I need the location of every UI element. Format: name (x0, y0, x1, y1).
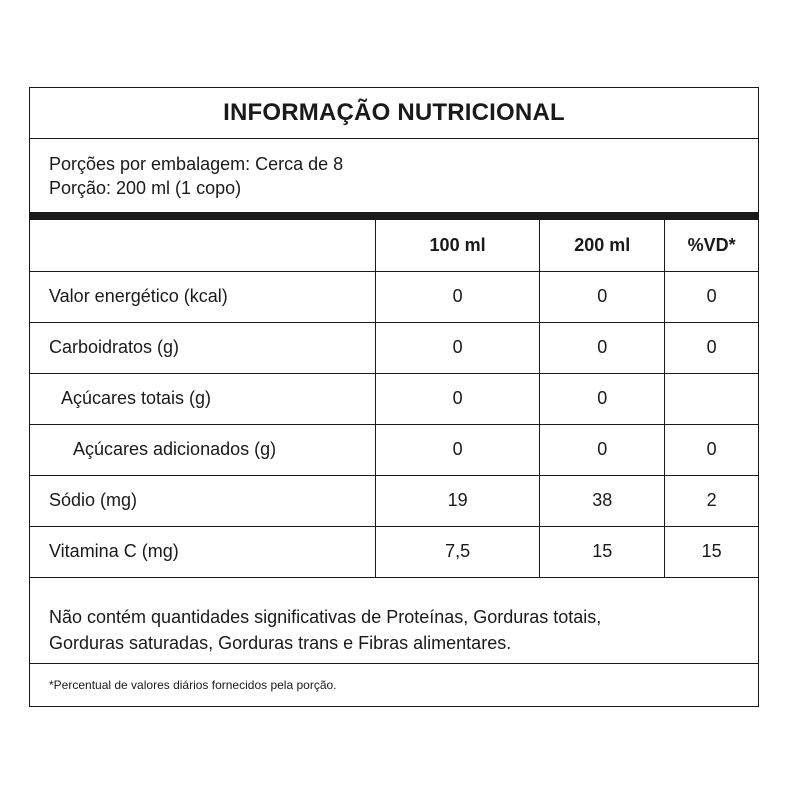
thick-divider (30, 212, 758, 220)
note-line: Não contém quantidades significativas de Proteínas, Gorduras totais, (49, 607, 602, 627)
portion-info (30, 139, 758, 212)
nutrient-name: Carboidratos (g) (30, 322, 375, 373)
nutrient-name: Vitamina C (mg) (30, 526, 375, 577)
table-row (30, 475, 758, 526)
value-100ml: 0 (375, 271, 539, 322)
value-100ml: 0 (375, 424, 539, 475)
value-200ml: 0 (540, 424, 665, 475)
value-200ml: 0 (540, 373, 665, 424)
header-200ml: 200 ml (540, 220, 665, 271)
value-vd (665, 373, 758, 424)
nutrition-facts-label (29, 87, 759, 707)
value-100ml: 7,5 (375, 526, 539, 577)
table-row (30, 424, 758, 475)
portions-per-package: Porções por embalagem: Cerca de 8 (49, 154, 344, 174)
table-row (30, 271, 758, 322)
table-header-row (30, 220, 758, 271)
value-100ml: 19 (375, 475, 539, 526)
note-line: Gorduras saturadas, Gorduras trans e Fibras alimentares. (49, 633, 512, 653)
value-100ml: 0 (375, 322, 539, 373)
not-significant-note (30, 593, 758, 664)
value-vd: 0 (665, 271, 758, 322)
header-nutrient (30, 220, 375, 271)
nutrient-name: Valor energético (kcal) (30, 271, 375, 322)
table-row (30, 322, 758, 373)
daily-value-footnote: *Percentual de valores diários fornecidos pela porção. (49, 678, 337, 692)
portion-size: Porção: 200 ml (1 copo) (49, 178, 242, 198)
value-vd: 0 (665, 322, 758, 373)
value-vd: 15 (665, 526, 758, 577)
table-row (30, 373, 758, 424)
table-row (30, 526, 758, 577)
header-100ml: 100 ml (375, 220, 539, 271)
value-200ml: 0 (540, 322, 665, 373)
header-vd: %VD* (665, 220, 758, 271)
nutrition-table (30, 220, 758, 578)
label-title: INFORMAÇÃO NUTRICIONAL (30, 88, 758, 139)
value-vd: 2 (665, 475, 758, 526)
nutrient-name: Açúcares adicionados (g) (30, 424, 375, 475)
value-vd: 0 (665, 424, 758, 475)
value-200ml: 38 (540, 475, 665, 526)
nutrient-name: Açúcares totais (g) (30, 373, 375, 424)
value-200ml: 0 (540, 271, 665, 322)
nutrient-name: Sódio (mg) (30, 475, 375, 526)
value-200ml: 15 (540, 526, 665, 577)
value-100ml: 0 (375, 373, 539, 424)
